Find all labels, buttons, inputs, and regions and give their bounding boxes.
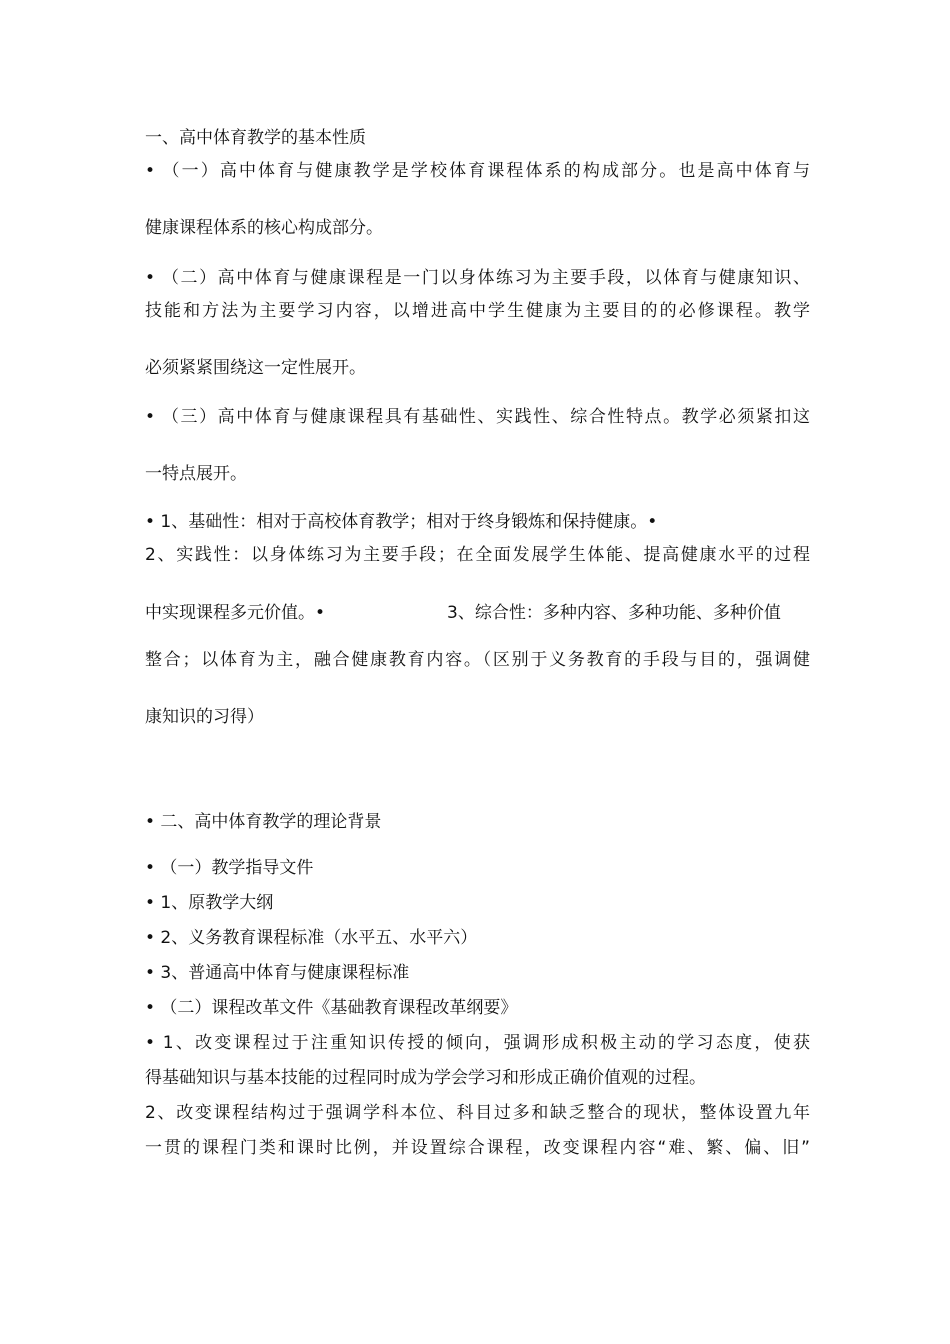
paragraph-4-line-4: 整合；以体育为主，融合健康教育内容。（区别于义务教育的手段与目的，强调健	[145, 650, 810, 670]
paragraph-4-line-3-right: 3、综合性：多种内容、多种功能、多种价值	[447, 603, 781, 623]
paragraph-4-line-2: 2、实践性：以身体练习为主要手段；在全面发展学生体能、提高健康水平的过程	[145, 545, 810, 565]
section-2-item-4: • 3、普通高中体育与健康课程标准	[145, 963, 410, 983]
section-2-item-2: • 1、原教学大纲	[145, 893, 274, 913]
paragraph-2-line-2: 技能和方法为主要学习内容，以增进高中学生健康为主要目的的必修课程。教学	[145, 301, 810, 321]
section-2-item-3: • 2、义务教育课程标准（水平五、水平六）	[145, 928, 478, 948]
paragraph-2-line-3: 必须紧紧围绕这一定性展开。	[145, 358, 366, 378]
paragraph-4-line-1: • 1、基础性：相对于高校体育教学；相对于终身锻炼和保持健康。•	[145, 512, 658, 532]
section-2-item-5: • （二）课程改革文件《基础教育课程改革纲要》	[145, 998, 518, 1018]
section-2-paragraph-1-line-2: 得基础知识与基本技能的过程同时成为学会学习和形成正确价值观的过程。	[145, 1068, 706, 1088]
paragraph-3-line-2: 一特点展开。	[145, 464, 247, 484]
paragraph-4-line-3-left: 中实现课程多元价值。•	[145, 603, 326, 623]
section-2-paragraph-2-line-1: 2、改变课程结构过于强调学科本位、科目过多和缺乏整合的现状，整体设置九年	[145, 1103, 810, 1123]
paragraph-2-line-1: • （二）高中体育与健康课程是一门以身体练习为主要手段，以体育与健康知识、	[145, 268, 810, 288]
paragraph-1-line-2: 健康课程体系的核心构成部分。	[145, 218, 383, 238]
section-2-item-1: • （一）教学指导文件	[145, 858, 314, 878]
section-1-title: 一、高中体育教学的基本性质	[145, 128, 366, 148]
paragraph-4-line-5: 康知识的习得）	[145, 707, 264, 727]
paragraph-3-line-1: • （三）高中体育与健康课程具有基础性、实践性、综合性特点。教学必须紧扣这	[145, 407, 810, 427]
paragraph-4-line-3	[145, 601, 810, 625]
section-2-paragraph-1-line-1: • 1、改变课程过于注重知识传授的倾向，强调形成积极主动的学习态度，使获	[145, 1033, 810, 1053]
section-2-paragraph-2-line-2: 一贯的课程门类和课时比例，并设置综合课程，改变课程内容“难、繁、偏、旧”	[145, 1138, 810, 1158]
paragraph-1-line-1: • （一）高中体育与健康教学是学校体育课程体系的构成部分。也是高中体育与	[145, 161, 810, 181]
section-2-title: • 二、高中体育教学的理论背景	[145, 812, 382, 832]
